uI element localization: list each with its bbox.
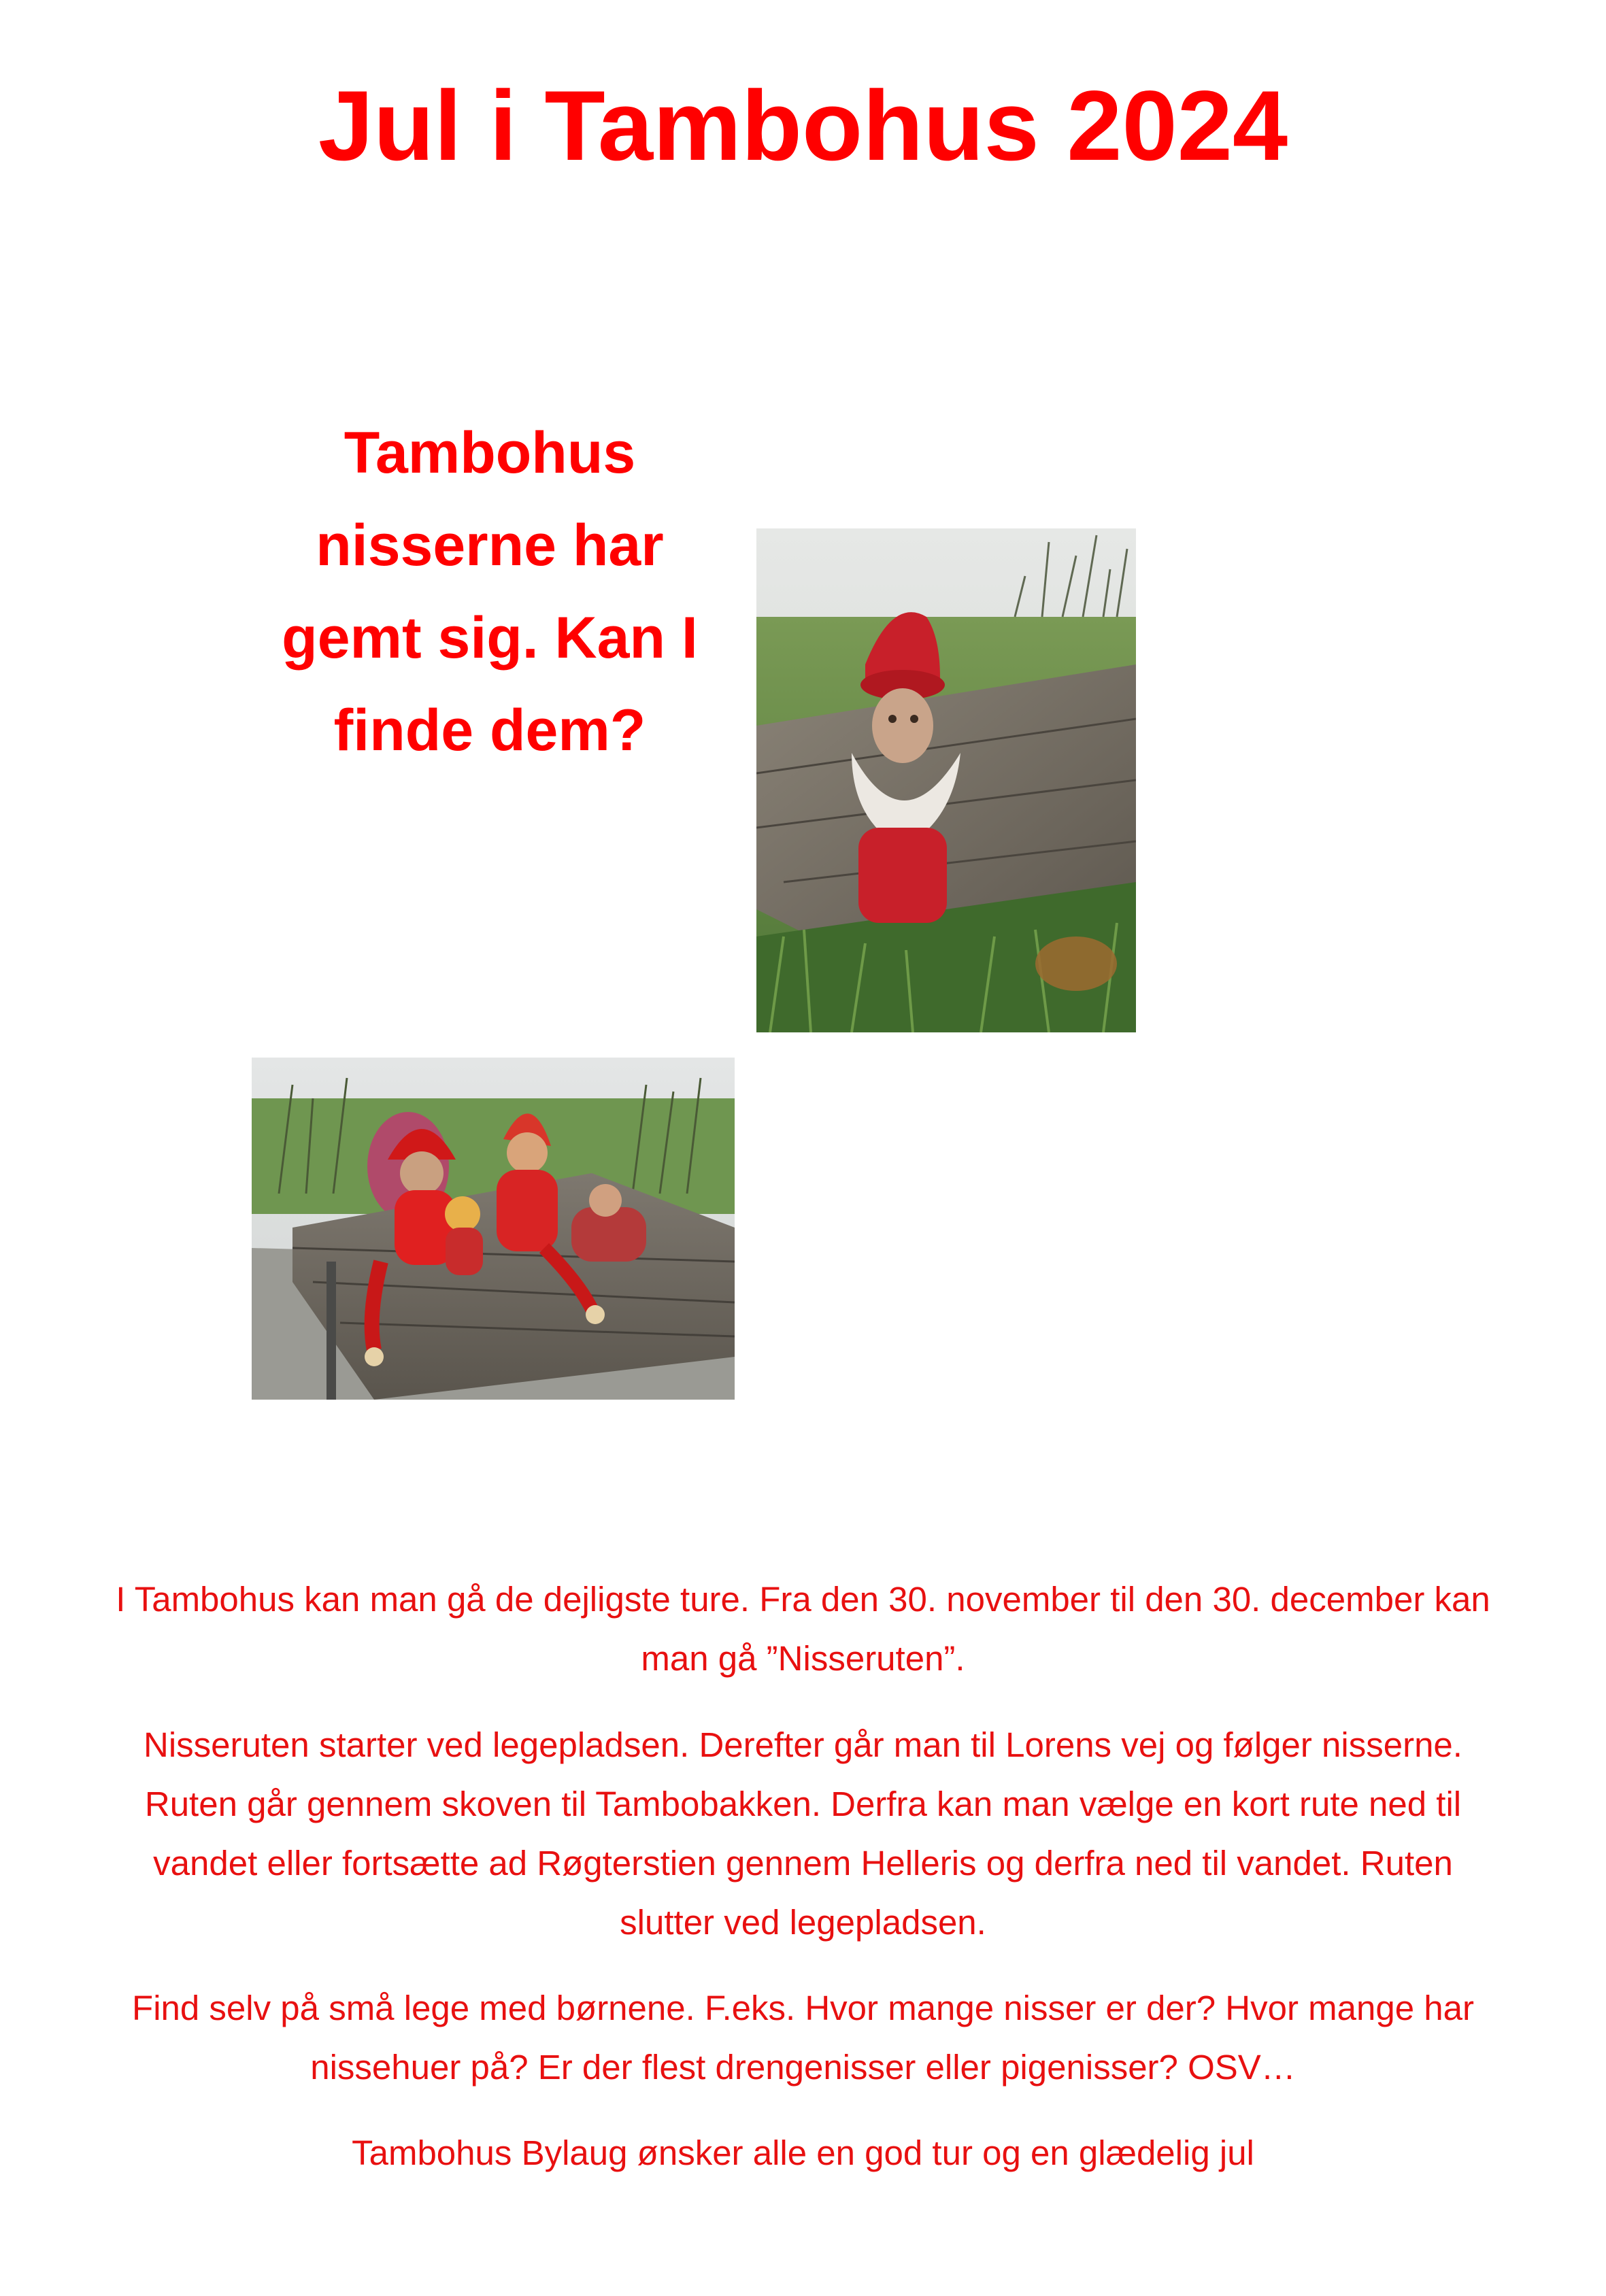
photo-gnome-on-bench bbox=[756, 528, 1136, 1032]
greeting-paragraph: Tambohus Bylaug ønsker alle en god tur og en glædelig jul bbox=[352, 2133, 1254, 2172]
intro-paragraph: I Tambohus kan man gå de dejligste ture. Fra den 30. november til den 30. december kan man gå ”Nisseruten”. bbox=[116, 1580, 1490, 1678]
games-paragraph: Find selv på små lege med børnene. F.eks. Hvor mange nisser er der? Hvor mange har nissehuer på? Er der flest drengenisser eller pigenisser? OSV… bbox=[132, 1989, 1474, 2087]
route-paragraph: Nisseruten starter ved legepladsen. Derefter går man til Lorens vej og følger nisserne. Ruten går gennem skoven til Tambobakken. Derfra kan man vælge en kort rute ned til vandet eller fortsætte ad Røgterstien gennem Helleris og derfra ned til vandet. Ruten slutter ved legepladsen. bbox=[144, 1725, 1462, 1942]
photo-gnomes-on-table bbox=[252, 1058, 735, 1400]
page-title: Jul i Tambohus 2024 bbox=[318, 70, 1288, 181]
subtitle: Tambohus nisserne har gemt sig. Kan I finde dem? bbox=[282, 420, 698, 763]
